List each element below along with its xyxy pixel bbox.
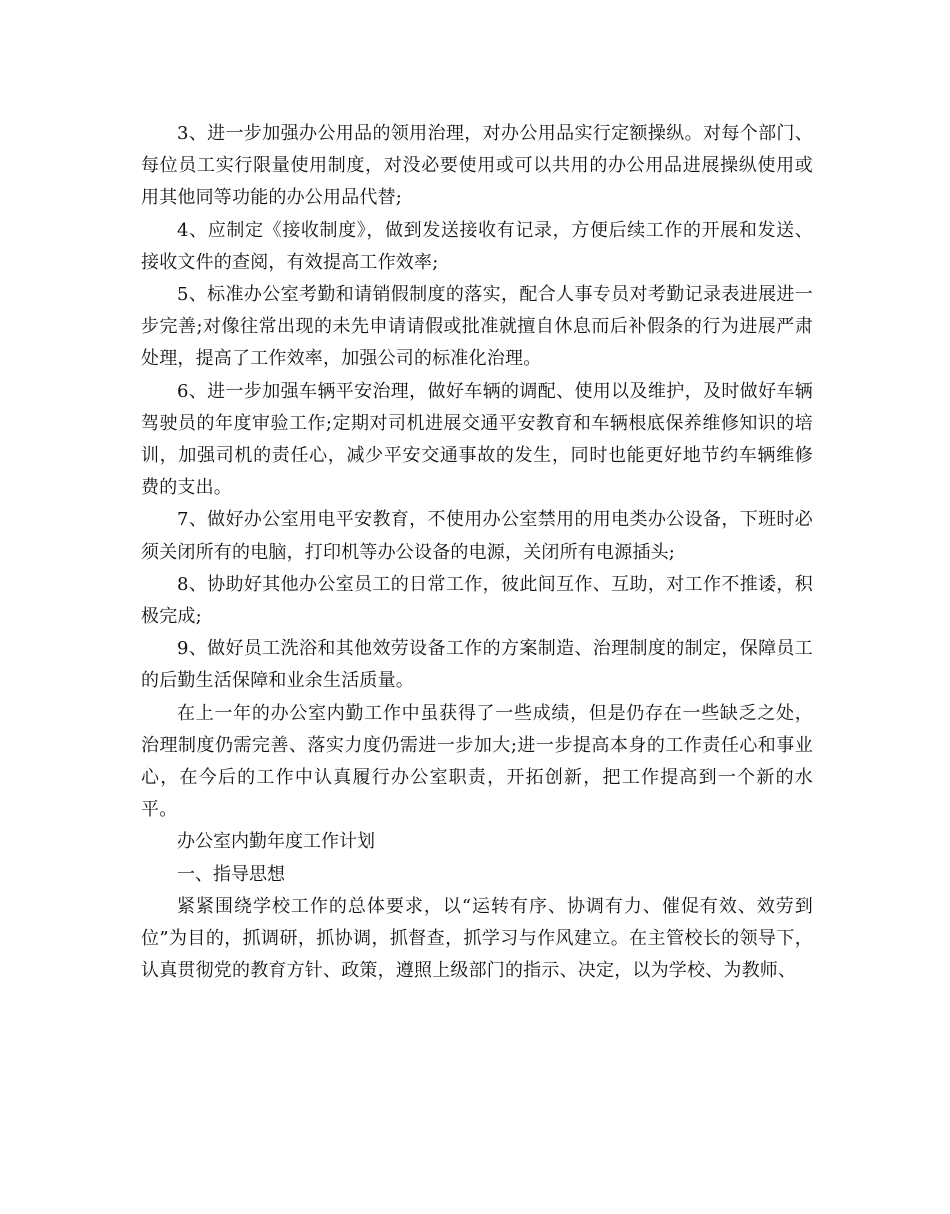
paragraph-item-6: 6、进一步加强车辆平安治理，做好车辆的调配、使用以及维护，及时做好车辆驾驶员的年度审验工作;定期对司机进展交通平安教育和车辆根底保养维修知识的培训，加强司机的责任心，减少平安交通事故的发生，同时也能更好地节约车辆维修费的支出。 [141, 380, 813, 499]
paragraph-item-9: 9、做好员工洗浴和其他效劳设备工作的方案制造、治理制度的制定，保障员工的后勤生活保障和业余生活质量。 [141, 638, 813, 692]
paragraph-item-5: 5、标准办公室考勤和请销假制度的落实，配合人事专员对考勤记录表进展进一步完善;对像往常出现的未先申请请假或批准就擅自休息而后补假条的行为进展严肃处理，提高了工作效率，加强公司的标准化治理。 [141, 284, 813, 370]
paragraph-item-4: 4、应制定《接收制度》，做到发送接收有记录，方便后续工作的开展和发送、接收文件的查阅，有效提高工作效率; [141, 219, 813, 273]
paragraph-item-7: 7、做好办公室用电平安教育，不使用办公室禁用的用电类办公设备，下班时必须关闭所有的电脑，打印机等办公设备的电源，关闭所有电源插头; [141, 509, 813, 563]
paragraph-item-8: 8、协助好其他办公室员工的日常工作，彼此间互作、互助，对工作不推诿，积极完成; [141, 573, 813, 628]
paragraph-guiding-ideology: 紧紧围绕学校工作的总体要求，以“运转有序、协调有力、催促有效、效劳到位”为目的，抓调研，抓协调，抓督查，抓学习与作风建立。在主管校长的领导下，认真贯彻党的教育方针、政策，遵照上级部门的指示、决定，以为学校、为教师、 [141, 895, 813, 982]
paragraph-item-3: 3、进一步加强办公用品的领用治理，对办公用品实行定额操纵。对每个部门、每位员工实行限量使用制度，对没必要使用或可以共用的办公用品进展操纵使用或用其他同等功能的办公用品代替; [141, 123, 813, 209]
paragraph-summary: 在上一年的办公室内勤工作中虽获得了一些成绩，但是仍存在一些缺乏之处，治理制度仍需完善、落实力度仍需进一步加大;进一步提高本身的工作责任心和事业心，在今后的工作中认真履行办公室职责，开拓创新，把工作提高到一个新的水平。 [141, 702, 813, 821]
subsection-title: 一、指导思想 [177, 863, 285, 885]
document-body [141, 118, 813, 987]
section-title: 办公室内勤年度工作计划 [177, 831, 375, 853]
